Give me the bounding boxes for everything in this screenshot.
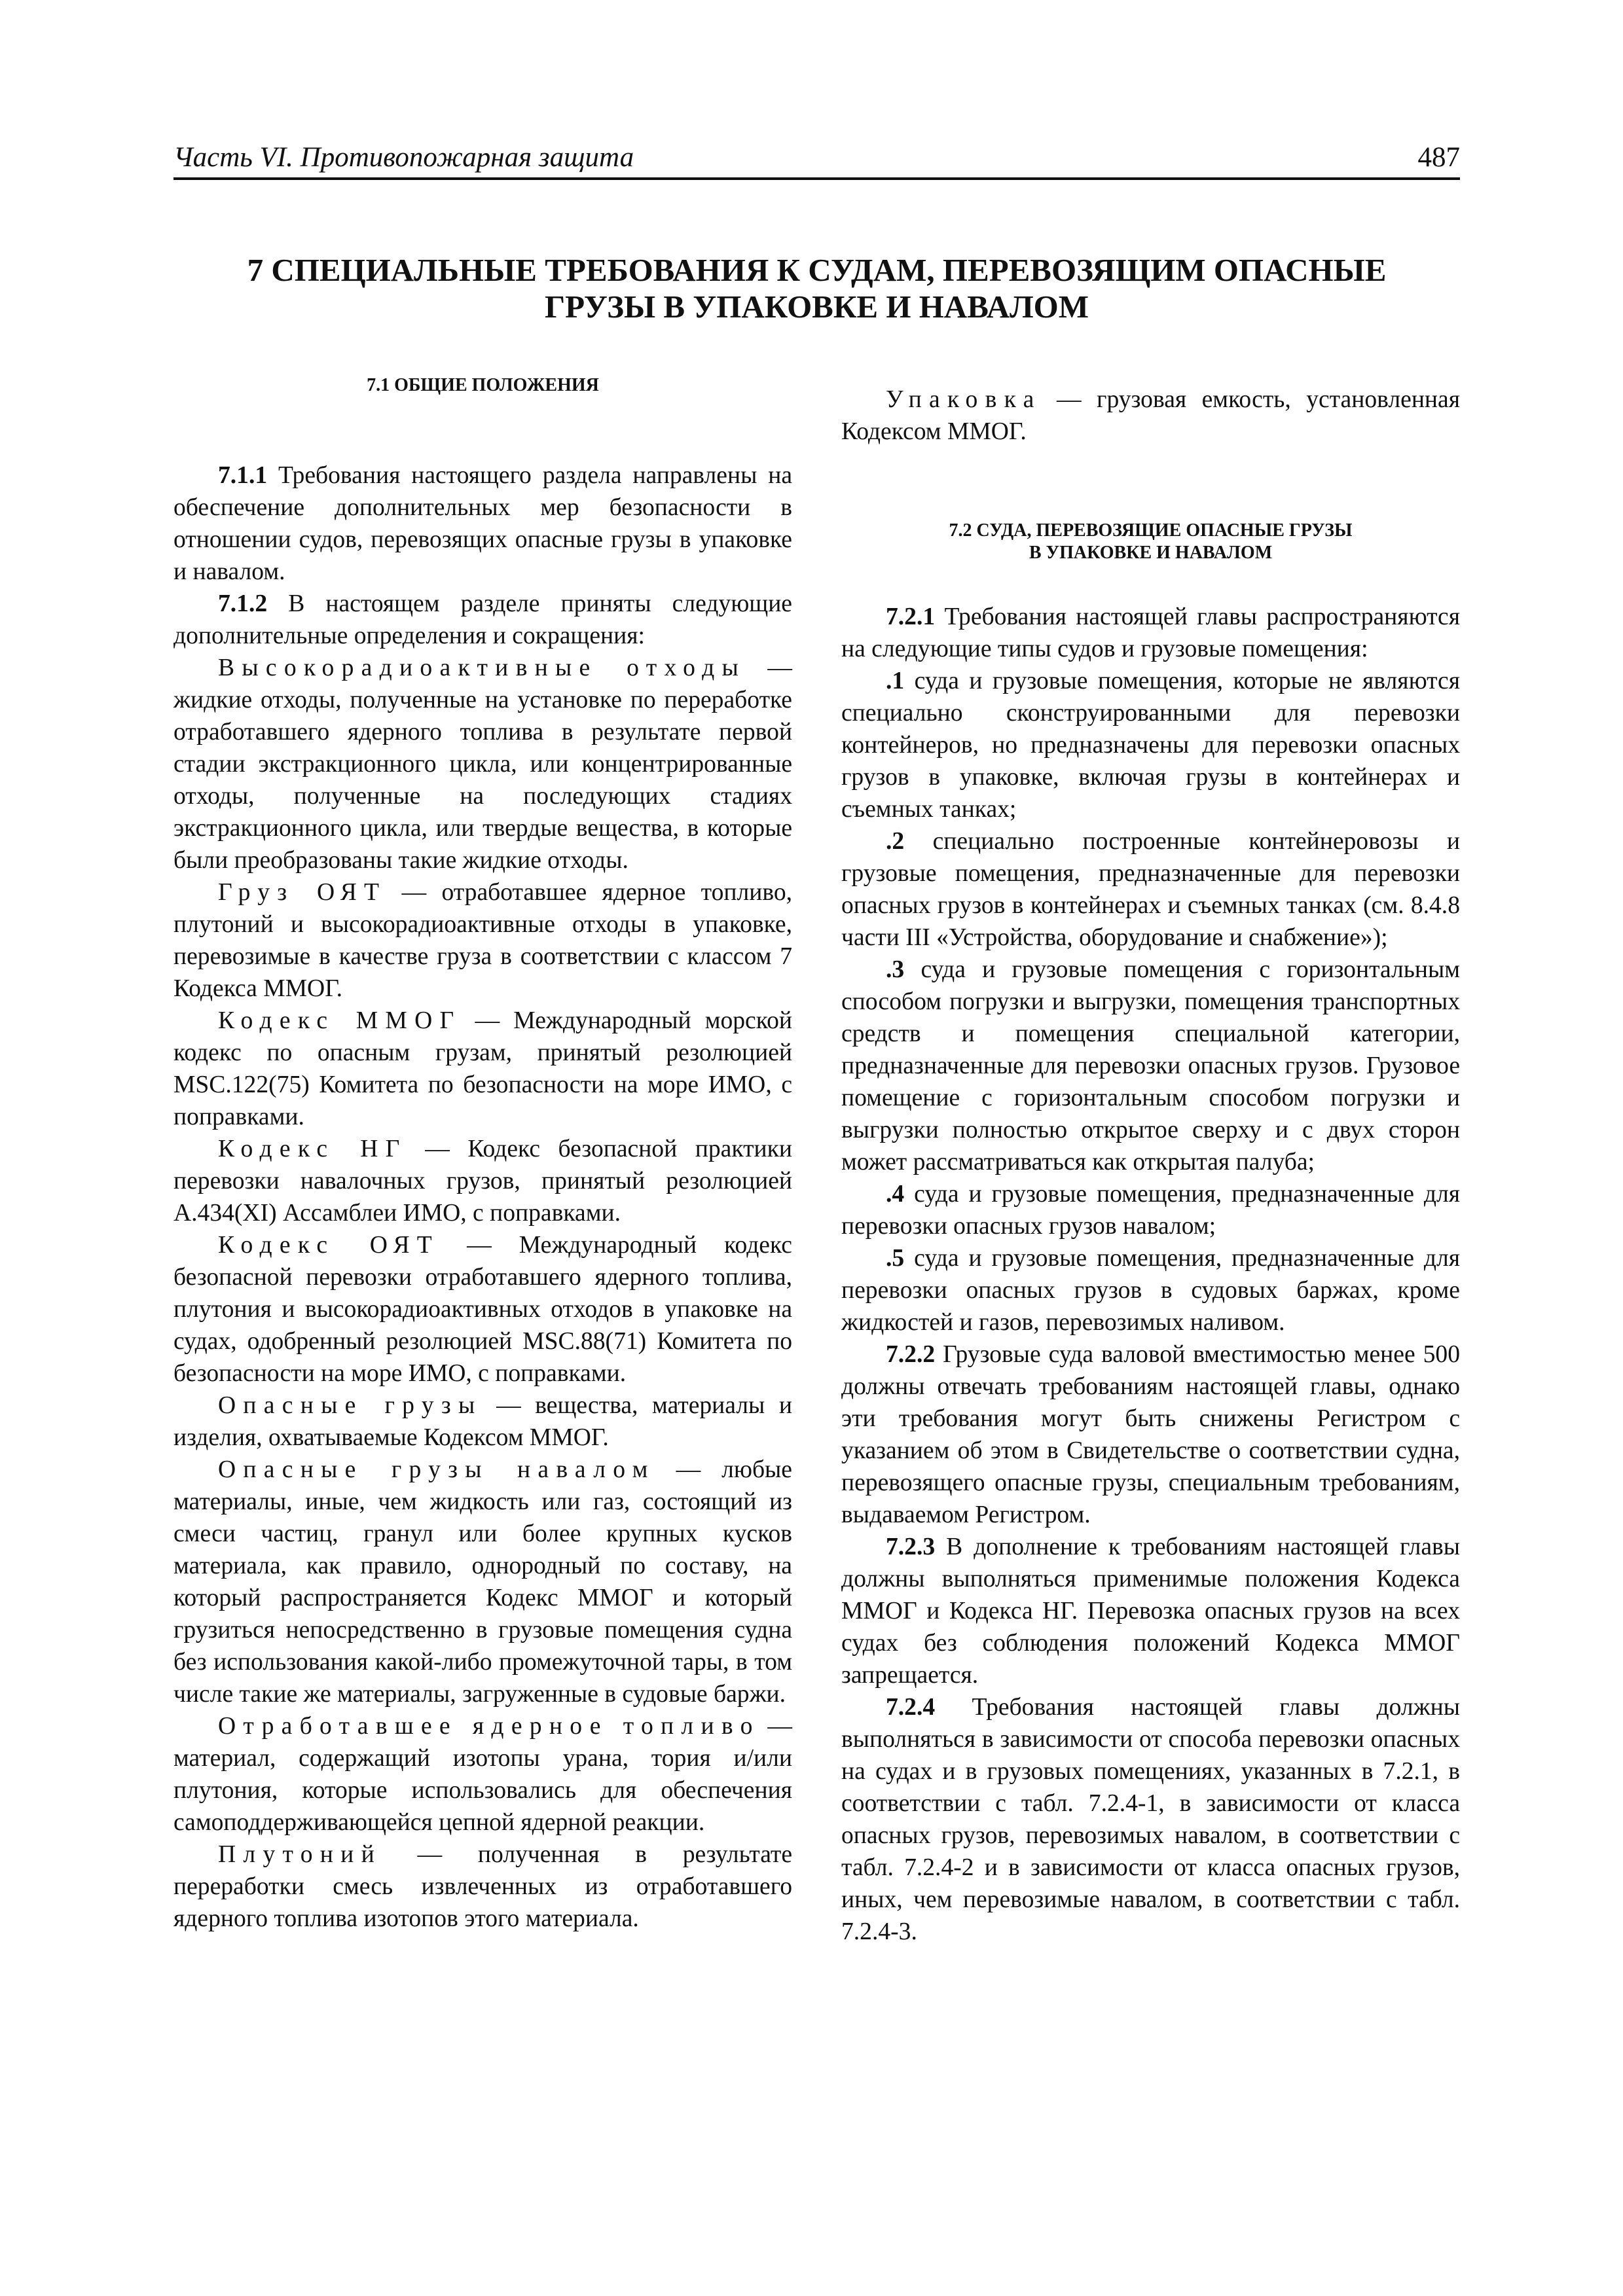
definition-term: Опасные грузы xyxy=(218,1392,483,1419)
definition-text: — вещества, материалы и изделия, охватываемые Кодексом ММОГ. xyxy=(173,1392,793,1451)
running-header xyxy=(173,141,1460,180)
paragraph-text: Требования настоящего раздела направлены на обеспечение дополнительных мер безопасности в отношении судов, перевозящих опасные грузы в упаковке и навалом. xyxy=(173,462,792,585)
item-text: специально построенные контейнеровозы и грузовые помещения, предназначенные для перевозки опасных грузов в контейнерах и съемных танках (см. 8.4.8 части III «Устройства, оборудование и снабжение»); xyxy=(841,828,1460,951)
item-number: .3 xyxy=(886,956,905,983)
list-item xyxy=(841,1242,1460,1338)
paragraph-7-2-2 xyxy=(841,1338,1460,1531)
page-number: 487 xyxy=(1417,142,1460,173)
definition xyxy=(173,652,792,876)
definition xyxy=(173,1839,792,1935)
definition-term: Отработавшее ядерное топливо xyxy=(218,1713,760,1740)
item-text: суда и грузовые помещения, которые не являются специально сконструированными для перевозки контейнеров, но предназначены для перевозки опасных грузов в упаковке, включая грузы в контейнерах и съемных танках; xyxy=(841,668,1460,823)
paragraph-number: 7.2.1 xyxy=(886,603,936,630)
definition-term: Плутоний xyxy=(218,1841,382,1868)
definition-text: — Международный кодекс безопасной перевозки отработавшего ядерного топлива, плутония и высокорадиоактивных отходов в упаковке на судах, одобренный резолюцией MSC.88(71) Комитета по безопасности на море ИМО, с поправками. xyxy=(173,1232,792,1387)
definition-text: — Кодекс безопасной практики перевозки навалочных грузов, принятый резолюцией А.434(XI) Ассамблеи ИМО, с поправками. xyxy=(173,1136,792,1227)
item-number: .1 xyxy=(886,668,905,694)
paragraph-number: 7.1.1 xyxy=(218,462,268,489)
definition-term: Кодекс ММОГ xyxy=(218,1007,462,1034)
paragraph-7-2-3 xyxy=(841,1531,1460,1691)
definition xyxy=(173,1229,792,1390)
definition-text: — любые материалы, иные, чем жидкость или газ, состоящий из смеси частиц, гранул или более крупных кусков материала, как правило, однородный по составу, на который распространяется Кодекс ММОГ и который грузиться непосредственно в грузовые помещения судна без использования какой-либо промежуточной тары, в том числе такие же материалы, загруженные в судовые баржи. xyxy=(173,1456,792,1708)
paragraph-number: 7.2.4 xyxy=(886,1694,936,1721)
paragraph-7-1-1 xyxy=(173,459,792,588)
paragraph-number: 7.1.2 xyxy=(218,590,268,617)
definition xyxy=(841,384,1460,448)
paragraph-7-2-4 xyxy=(841,1691,1460,1948)
definition-text: — жидкие отходы, полученные на установке по переработке отработавшего ядерного топлива в результате первой стадии экстракционного цикла, или концентрированные отходы, полученные на последующих стадиях экстракционного цикла, или твердые вещества, в которые были преобразованы такие жидкие отходы. xyxy=(173,655,792,874)
list-item xyxy=(841,825,1460,954)
definition-text: — полученная в результате переработки смесь извлеченных из отработавшего ядерного топлива изотопов этого материала. xyxy=(173,1841,792,1932)
definition-term: Кодекс НГ xyxy=(218,1136,407,1162)
definition xyxy=(173,1710,792,1839)
paragraph-7-1-2 xyxy=(173,588,792,652)
paragraph-text: В дополнение к требованиям настоящей главы должны выполняться применимые положения Кодекса ММОГ и Кодекса НГ. Перевозка опасных грузов на всех судах без соблюдения положений Кодекса ММОГ запрещается. xyxy=(841,1534,1460,1689)
right-column xyxy=(841,384,1460,1948)
definition-text: — отработавшее ядерное топливо, плутоний и высокорадиоактивные отходы в упаковке, перевозимые в качестве груза в соответствии с классом 7 Кодекса ММОГ. xyxy=(173,879,792,1002)
section-heading-7-2 xyxy=(841,520,1460,564)
item-text: суда и грузовые помещения с горизонтальным способом погрузки и выгрузки, помещения транспортных средств и помещения специальной категории, предназначенные для перевозки опасных грузов. Грузовое помещение с горизонтальным способом погрузки и выгрузки полностью открытое сверху и с двух сторон может рассматриваться как открытая палуба; xyxy=(841,956,1460,1175)
left-column xyxy=(173,374,792,1935)
definition-term: Упаковка xyxy=(886,386,1042,413)
definition-text: — грузовая емкость, установленная Кодексом ММОГ. xyxy=(841,386,1460,445)
paragraph-text: Требования настоящей главы распространяются на следующие типы судов и грузовые помещения: xyxy=(841,603,1460,662)
item-number: .5 xyxy=(886,1245,905,1272)
chapter-title-line-1: 7 СПЕЦИАЛЬНЫЕ ТРЕБОВАНИЯ К СУДАМ, ПЕРЕВОЗЯЩИМ ОПАСНЫЕ xyxy=(247,252,1387,288)
header-part-title: Часть VI. Противопожарная защита xyxy=(173,142,634,173)
section-heading-7-1: 7.1 ОБЩИЕ ПОЛОЖЕНИЯ xyxy=(367,375,599,395)
item-number: .4 xyxy=(886,1181,905,1208)
paragraph-number: 7.2.3 xyxy=(886,1534,936,1560)
paragraph-7-2-1 xyxy=(841,601,1460,665)
list-item xyxy=(841,665,1460,825)
definition-text: — материал, содержащий изотопы урана, тория и/или плутония, которые использовались для обеспечения самоподдерживающейся цепной ядерной реакции. xyxy=(173,1713,792,1836)
paragraph-text: В настоящем разделе приняты следующие дополнительные определения и сокращения: xyxy=(173,590,792,649)
section-heading-line-1: 7.2 СУДА, ПЕРЕВОЗЯЩИЕ ОПАСНЫЕ ГРУЗЫ xyxy=(949,520,1353,541)
definition xyxy=(173,1454,792,1710)
item-number: .2 xyxy=(886,828,905,855)
chapter-title xyxy=(173,252,1460,325)
section-heading-line-2: В УПАКОВКЕ И НАВАЛОМ xyxy=(1029,543,1273,563)
item-text: суда и грузовые помещения, предназначенные для перевозки опасных грузов в судовых баржах, кроме жидкостей и газов, перевозимых наливом. xyxy=(841,1245,1460,1336)
chapter-title-line-2: ГРУЗЫ В УПАКОВКЕ И НАВАЛОМ xyxy=(544,289,1089,325)
definition xyxy=(173,1005,792,1133)
definition-term: Высокорадиоактивные отходы xyxy=(218,655,746,681)
list-item xyxy=(841,1178,1460,1242)
definition xyxy=(173,1133,792,1229)
list-item xyxy=(841,954,1460,1178)
definition xyxy=(173,1390,792,1454)
paragraph-text: Требования настоящей главы должны выполняться в зависимости от способа перевозки опасных на судах и в грузовых помещениях, указанных в 7.2.1, в соответствии с табл. 7.2.4-1, в зависимости от класса опасных грузов, перевозимых навалом, в соответствии с табл. 7.2.4-2 и в зависимости от класса опасных грузов, иных, чем перевозимые навалом, в соответствии с табл. 7.2.4-3. xyxy=(841,1694,1460,1945)
item-text: суда и грузовые помещения, предназначенные для перевозки опасных грузов навалом; xyxy=(841,1181,1460,1240)
definition-text: — Международный морской кодекс по опасным грузам, принятый резолюцией MSC.122(75) Комитета по безопасности на море ИМО, с поправками. xyxy=(173,1007,792,1130)
definition-term: Кодекс ОЯТ xyxy=(218,1232,440,1259)
definition-term: Груз ОЯТ xyxy=(218,879,387,906)
paragraph-text: Грузовые суда валовой вместимостью менее 500 должны отвечать требованиям настоящей главы, однако эти требования могут быть снижены Регистром с указанием об этом в Свидетельстве о соответствии судна, перевозящего опасные грузы, специальным требованиям, выдаваемом Регистром. xyxy=(841,1341,1460,1528)
definition xyxy=(173,876,792,1005)
definition-term: Опасные грузы навалом xyxy=(218,1456,655,1483)
paragraph-number: 7.2.2 xyxy=(886,1341,936,1368)
